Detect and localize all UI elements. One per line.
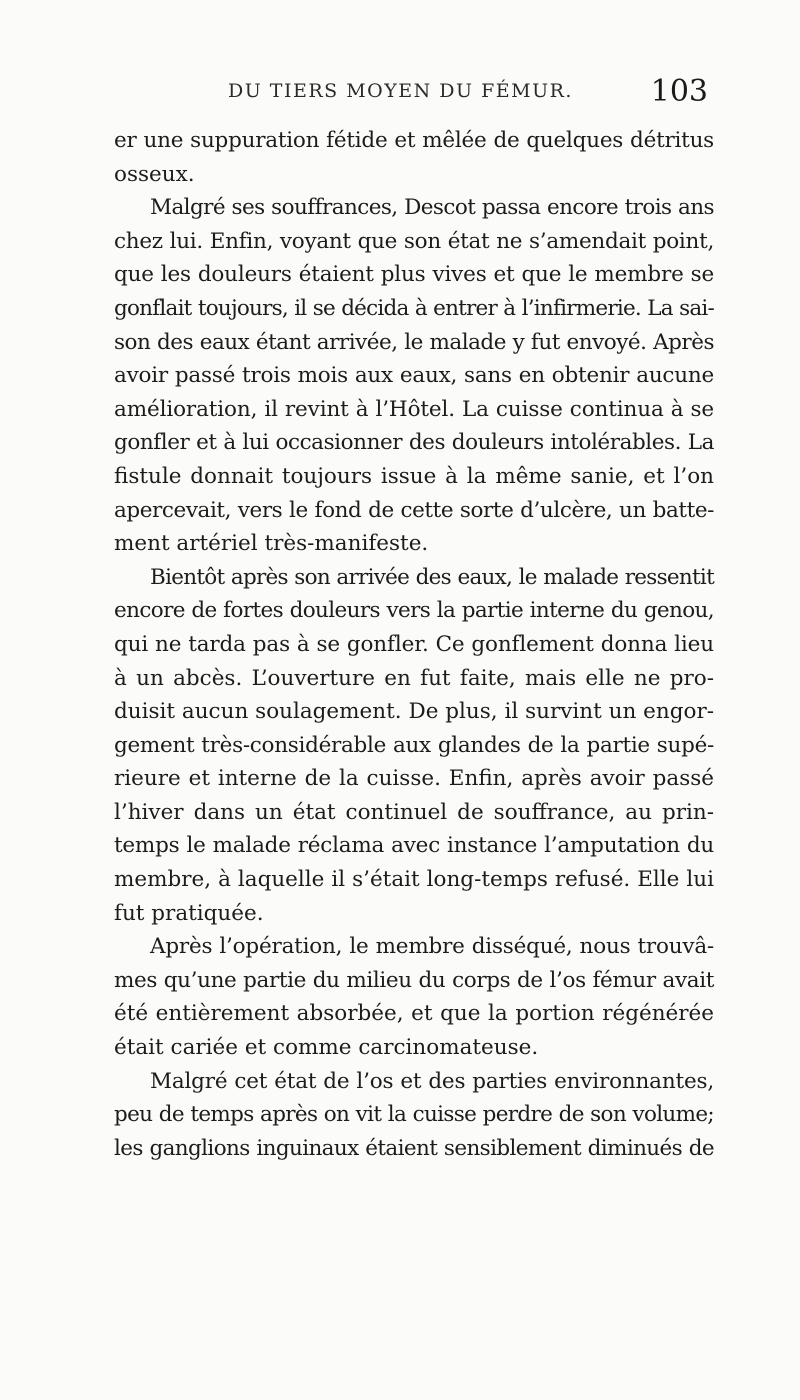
text-line: fistule donnait toujours issue à la même sanie, et l’on bbox=[114, 463, 714, 489]
text-line: qui ne tarda pas à se gonfler. Ce gonflement donna lieu bbox=[114, 631, 714, 657]
text-line: temps le malade réclama avec instance l’amputation du bbox=[114, 833, 714, 859]
text-line: été entièrement absorbée, et que la portion régénérée bbox=[114, 1001, 714, 1027]
text-line: membre, à laquelle il s’était long-temps refusé. Elle lui bbox=[114, 867, 714, 893]
text-line: apercevait, vers le fond de cette sorte d’ulcère, un batte- bbox=[114, 497, 714, 523]
running-title: DU TIERS MOYEN DU FÉMUR. bbox=[228, 80, 573, 102]
text-line: avoir passé trois mois aux eaux, sans en obtenir aucune bbox=[114, 363, 714, 389]
running-head bbox=[228, 74, 708, 118]
text-line: gonfler et à lui occasionner des douleurs intolérables. La bbox=[114, 430, 714, 456]
text-line: Malgré ses souffrances, Descot passa encore trois ans bbox=[150, 195, 714, 221]
text-line: chez lui. Enfin, voyant que son état ne s’amendait point, bbox=[114, 228, 714, 254]
text-line: fut pratiquée. bbox=[114, 900, 264, 926]
text-line: amélioration, il revint à l’Hôtel. La cuisse continua à se bbox=[114, 396, 714, 422]
text-line: mes qu’une partie du milieu du corps de l’os fémur avait bbox=[114, 967, 714, 993]
page-number: 103 bbox=[650, 74, 708, 109]
text-line: les ganglions inguinaux étaient sensiblement diminués de bbox=[114, 1135, 714, 1161]
text-line: osseux. bbox=[114, 161, 195, 187]
text-line: peu de temps après on vit la cuisse perdre de son volume; bbox=[114, 1102, 714, 1128]
text-line: l’hiver dans un état continuel de souffrance, au prin- bbox=[114, 799, 714, 825]
text-line: gement très-considérable aux glandes de la partie supé- bbox=[114, 732, 714, 758]
text-line: Après l’opération, le membre disséqué, nous trouvâ- bbox=[150, 934, 714, 960]
text-line: er une suppuration fétide et mêlée de quelques détritus bbox=[114, 128, 714, 153]
text-line: son des eaux étant arrivée, le malade y fut envoyé. Après bbox=[114, 329, 714, 355]
text-line: rieure et interne de la cuisse. Enfin, après avoir passé bbox=[114, 766, 714, 792]
text-line: ment artériel très-manifeste. bbox=[114, 531, 429, 557]
text-line: était cariée et comme carcinomateuse. bbox=[114, 1035, 539, 1061]
text-line: que les douleurs étaient plus vives et que le membre se bbox=[114, 262, 714, 288]
text-line: Bientôt après son arrivée des eaux, le malade ressentit bbox=[150, 564, 714, 590]
body-text bbox=[114, 124, 714, 1165]
text-line: à un abcès. L’ouverture en fut faite, mais elle ne pro- bbox=[114, 665, 714, 691]
text-line: encore de fortes douleurs vers la partie interne du genou, bbox=[114, 598, 714, 624]
text-line: duisit aucun soulagement. De plus, il survint un engor- bbox=[114, 699, 714, 725]
text-line: gonflait toujours, il se décida à entrer à l’infirmerie. La sai- bbox=[114, 295, 714, 321]
text-line: Malgré cet état de l’os et des parties environnantes, bbox=[150, 1068, 714, 1094]
